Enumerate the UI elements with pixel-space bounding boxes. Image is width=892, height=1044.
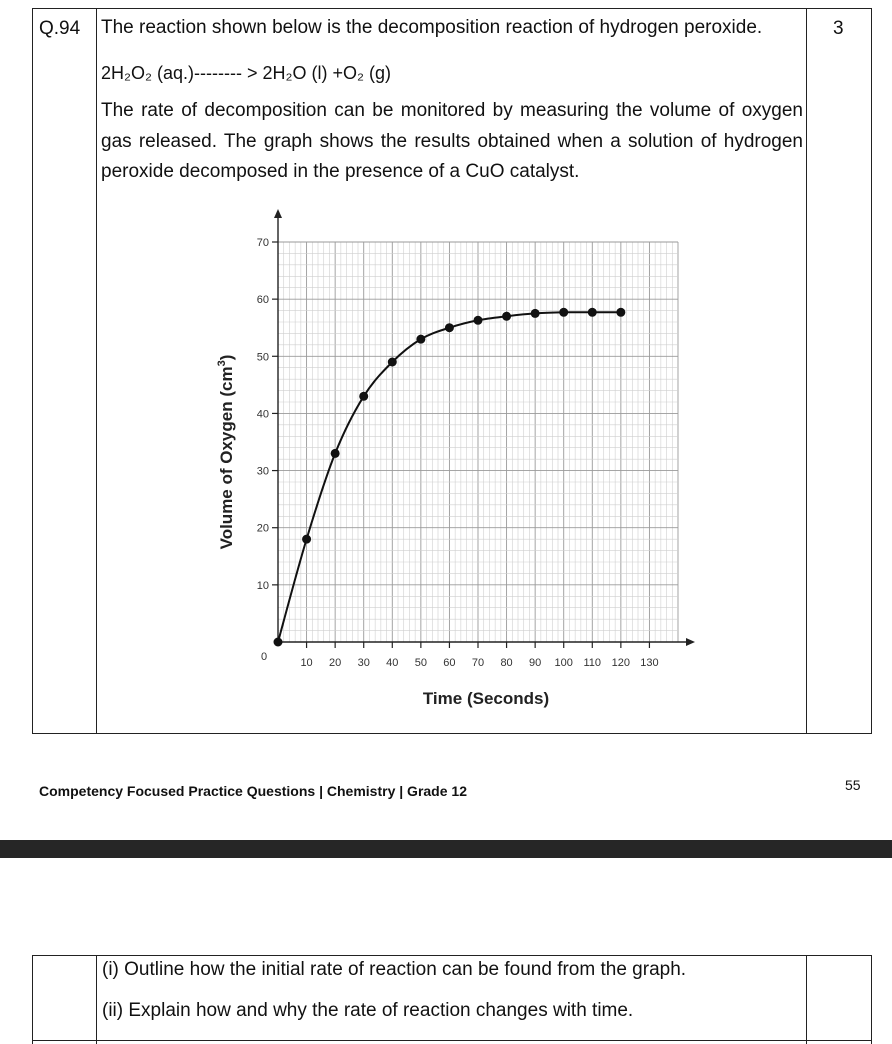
- footer-title: Competency Focused Practice Questions | Chemistry | Grade 12: [39, 783, 467, 799]
- data-point: [445, 323, 454, 332]
- table-divider-2: [806, 8, 807, 733]
- data-point: [502, 312, 511, 321]
- x-tick-label: 40: [386, 657, 399, 669]
- data-point: [359, 392, 368, 401]
- question-paragraph: The rate of decomposition can be monitored by measuring the volume of oxygen gas released. The graph shows the results obtained when a solution of hydrogen peroxide decomposed in the presence of a CuO catalyst.: [101, 100, 803, 182]
- table-bottom-border: [32, 733, 872, 734]
- y-tick-label: 70: [256, 237, 269, 249]
- question-marks: 3: [833, 18, 844, 39]
- data-point: [616, 308, 625, 317]
- reaction-equation: 2H₂O₂ (aq.)-------- > 2H₂O (l) +O₂ (g): [101, 63, 391, 83]
- y-axis-arrow: [274, 209, 282, 218]
- x-tick-label: 60: [443, 657, 456, 669]
- sub-question-ii: (ii) Explain how and why the rate of reaction changes with time.: [102, 1000, 634, 1021]
- y-tick-label: 60: [256, 294, 269, 307]
- table-top-border: [32, 8, 872, 9]
- y-tick-label: 20: [256, 522, 269, 535]
- x-tick-label: 80: [500, 657, 513, 669]
- x-tick-label: 120: [611, 657, 631, 669]
- chart-grid: [278, 242, 678, 642]
- lower-table-bottom-border: [32, 1040, 872, 1041]
- y-axis-title: Volume of Oxygen $(cm^3)$: [216, 354, 236, 550]
- y-tick-label: 40: [256, 408, 269, 421]
- x-axis-title: Time (Seconds): [422, 689, 550, 708]
- lower-table-left-border: [32, 955, 33, 1044]
- data-point: [588, 308, 597, 317]
- y-tick-label: 10: [256, 579, 269, 592]
- page-separator-bar: [0, 840, 892, 858]
- lower-table-divider-2: [806, 955, 807, 1044]
- data-point: [331, 449, 340, 458]
- x-tick-label: 20: [329, 657, 342, 669]
- lower-table-right-border: [871, 955, 872, 1044]
- table-left-border: [32, 8, 33, 733]
- x-axis-arrow: [686, 638, 695, 646]
- question-intro: The reaction shown below is the decomposition reaction of hydrogen peroxide.: [101, 17, 763, 38]
- data-point: [274, 638, 283, 647]
- x-tick-label: 10: [300, 657, 313, 669]
- x-tick-label: 100: [554, 657, 573, 669]
- sub-question-i: (i) Outline how the initial rate of reaction can be found from the graph.: [102, 959, 687, 980]
- data-point: [559, 308, 568, 317]
- x-tick-label: 70: [471, 657, 485, 669]
- data-point: [388, 358, 397, 367]
- question-number: Q.94: [39, 18, 81, 39]
- page-number: 55: [845, 777, 861, 793]
- x-tick-label: 50: [414, 657, 427, 669]
- table-divider-1: [96, 8, 97, 733]
- data-point: [531, 309, 540, 318]
- x-tick-label: 90: [529, 657, 542, 669]
- data-point: [302, 535, 311, 544]
- x-tick-label: 110: [583, 657, 602, 669]
- chart-axes: [274, 209, 695, 646]
- y-tick-label: 30: [256, 465, 269, 478]
- data-point: [416, 335, 425, 344]
- oxygen-volume-chart: [210, 200, 700, 720]
- data-point: [474, 316, 483, 325]
- table-right-border: [871, 8, 872, 733]
- y-tick-label: 50: [256, 351, 269, 364]
- origin-label: 0: [260, 651, 268, 663]
- lower-table-divider-1: [96, 955, 97, 1044]
- x-tick-label: 130: [640, 657, 659, 669]
- x-tick-label: 30: [357, 657, 370, 669]
